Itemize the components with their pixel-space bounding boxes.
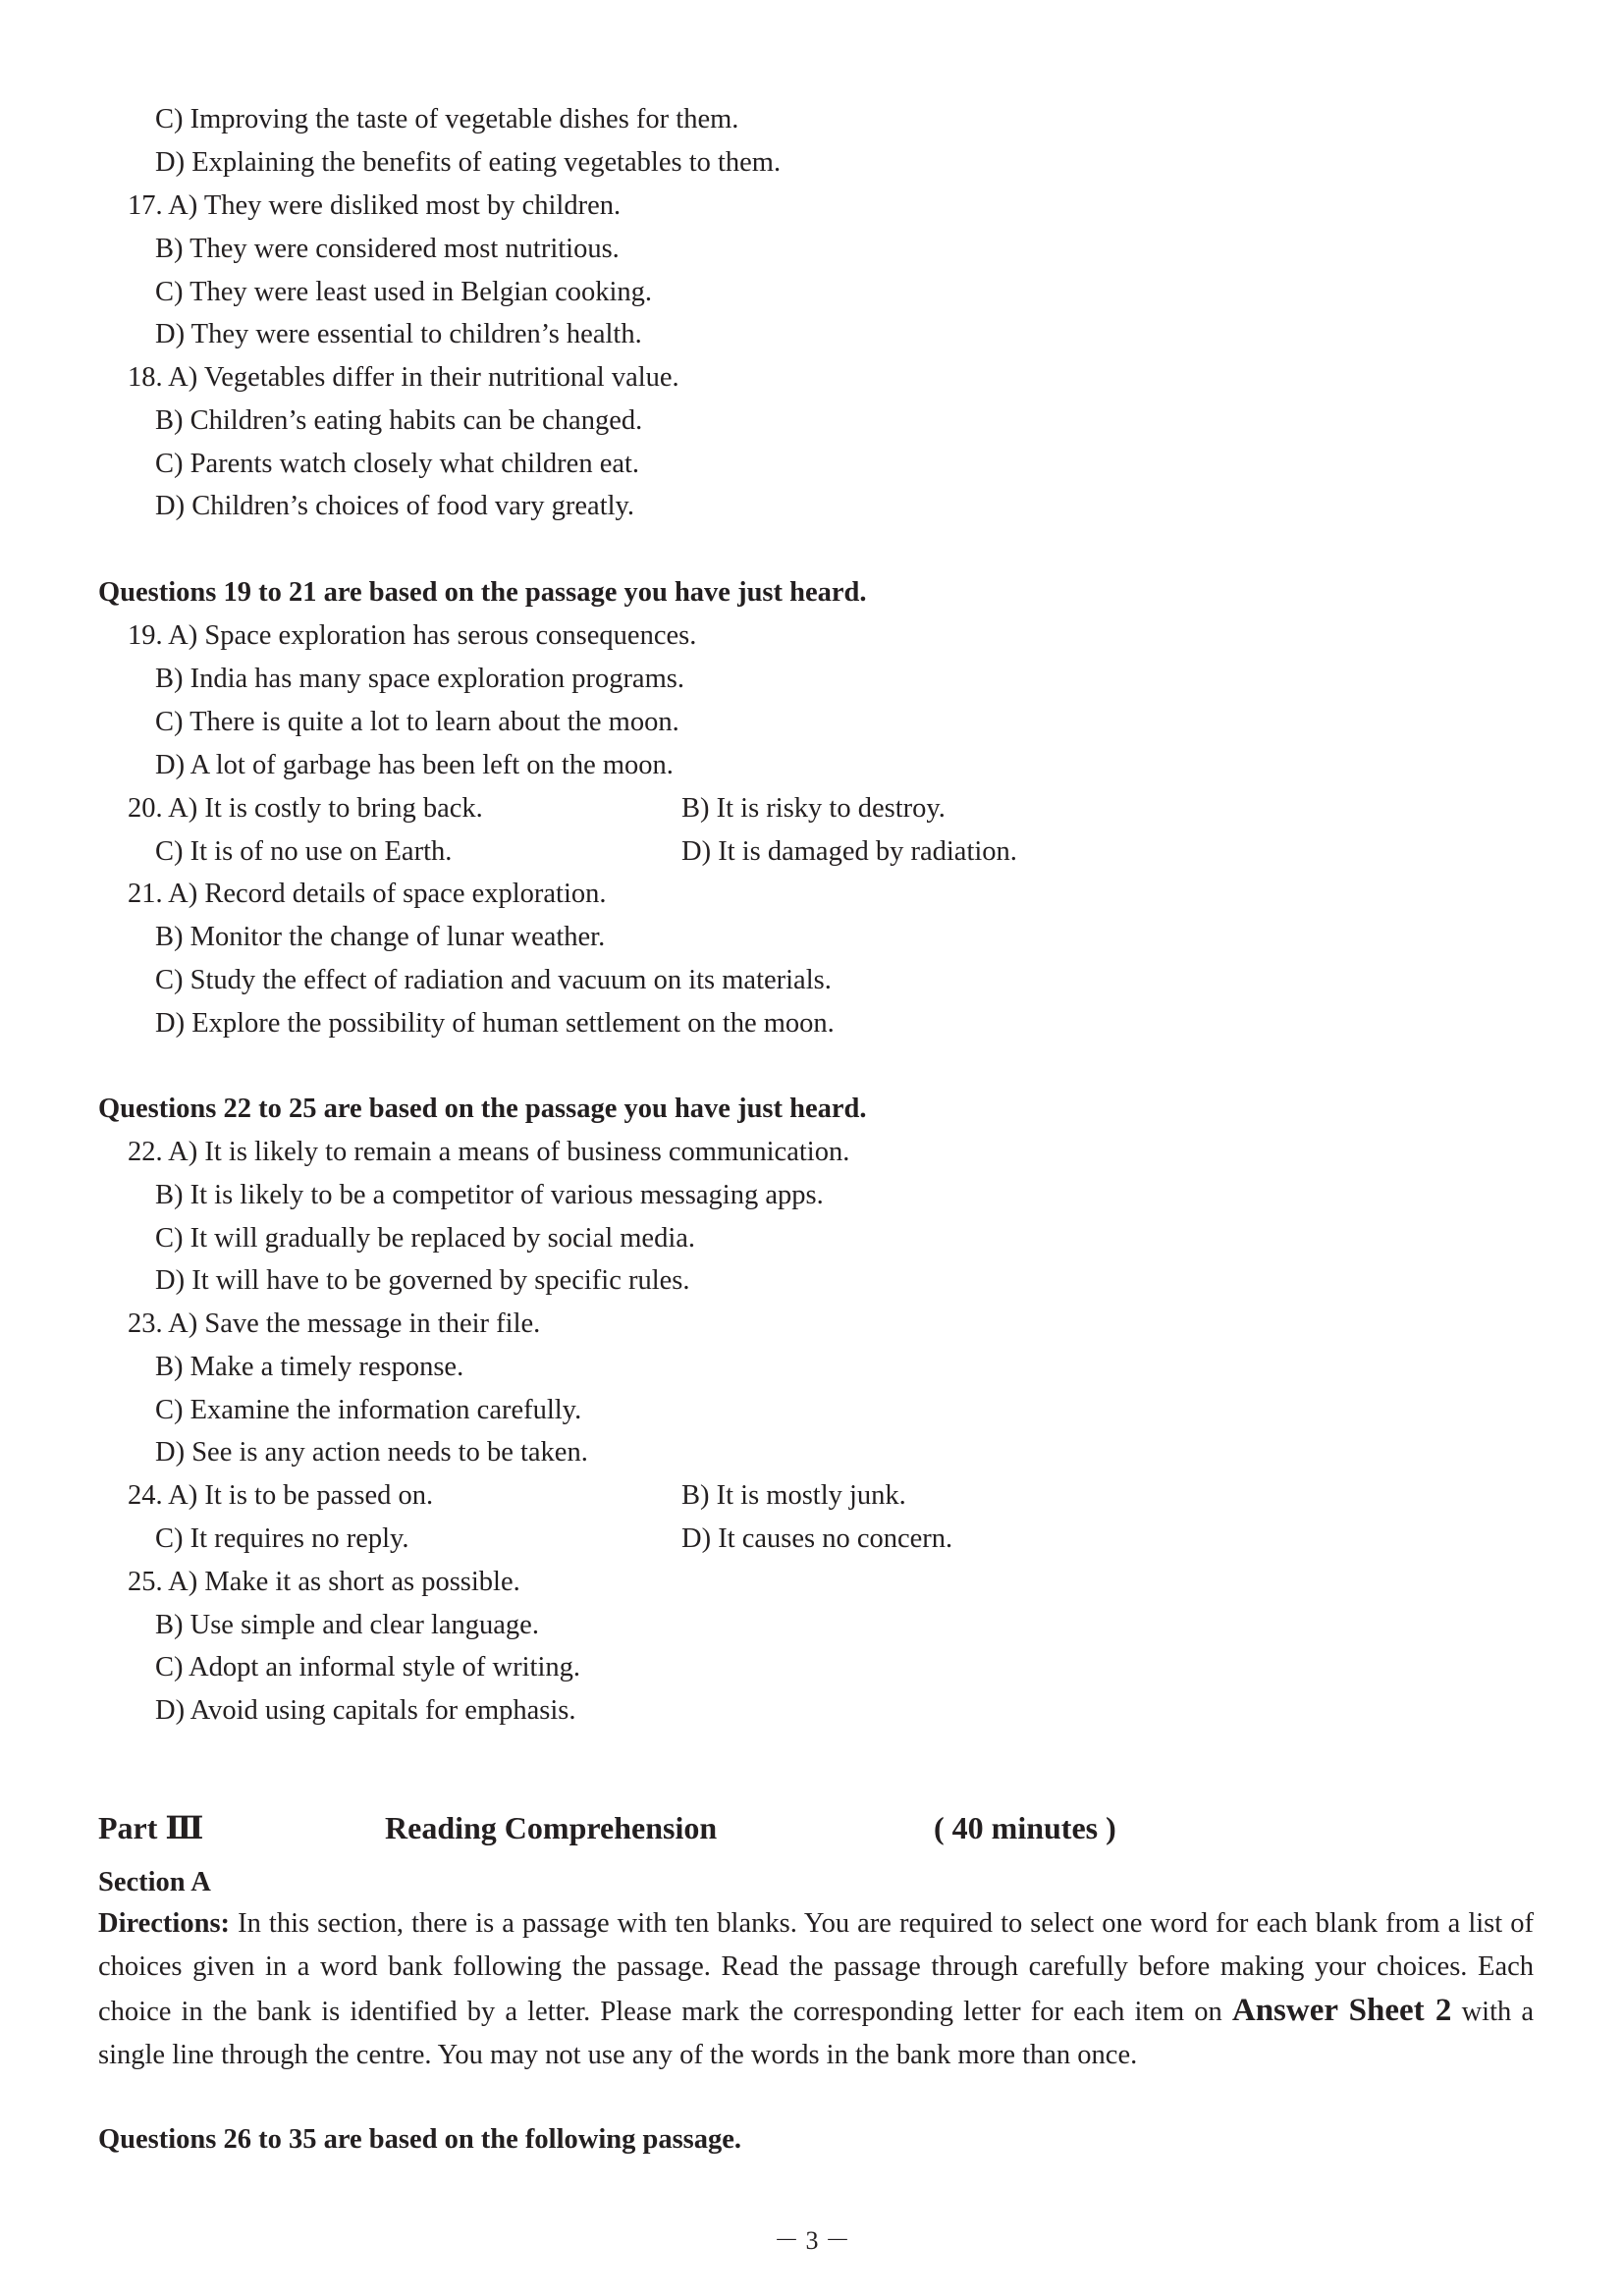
- part-title: Reading Comprehension: [385, 1810, 718, 1845]
- directions-label: Directions:: [98, 1908, 231, 1939]
- section-heading-26-35: Questions 26 to 35 are based on the following passage.: [98, 2124, 742, 2155]
- directions-end: with a single line through the centre. You may not use any of the words in the bank more than once.: [98, 1997, 1535, 2070]
- q16-option-d: D) Explaining the benefits of eating vegetables to them.: [155, 147, 782, 178]
- q21-option-a: 21. A) Record details of space exploration.: [128, 879, 607, 909]
- q24-option-c: C) It requires no reply.: [155, 1523, 409, 1554]
- q25-option-a: 25. A) Make it as short as possible.: [128, 1567, 520, 1597]
- q20-option-c: C) It is of no use on Earth.: [155, 836, 453, 867]
- q23-option-b: B) Make a timely response.: [155, 1352, 464, 1382]
- q25-option-d: D) Avoid using capitals for emphasis.: [155, 1695, 576, 1726]
- q17-option-a: 17. A) They were disliked most by children.: [128, 190, 622, 221]
- q19-option-d: D) A lot of garbage has been left on the moon.: [155, 750, 674, 780]
- section-heading-19-21: Questions 19 to 21 are based on the passage you have just heard.: [98, 577, 867, 608]
- q19-option-c: C) There is quite a lot to learn about the moon.: [155, 707, 679, 737]
- q24-option-b: B) It is mostly junk.: [681, 1480, 906, 1511]
- q22-option-a: 22. A) It is likely to remain a means of business communication.: [128, 1137, 850, 1167]
- section-a-heading: Section A: [98, 1867, 211, 1897]
- q22-option-b: B) It is likely to be a competitor of various messaging apps.: [155, 1180, 824, 1210]
- q19-option-b: B) India has many space exploration programs.: [155, 664, 684, 694]
- q23-option-c: C) Examine the information carefully.: [155, 1395, 582, 1425]
- answer-sheet-label: Answer Sheet 2: [1231, 1993, 1452, 2028]
- q24-option-a: 24. A) It is to be passed on.: [128, 1480, 434, 1511]
- q25-option-b: B) Use simple and clear language.: [155, 1610, 539, 1640]
- q22-option-c: C) It will gradually be replaced by social media.: [155, 1223, 696, 1254]
- q22-option-d: D) It will have to be governed by specific rules.: [155, 1265, 690, 1296]
- q20-option-b: B) It is risky to destroy.: [681, 793, 946, 824]
- q20-option-d: D) It is damaged by radiation.: [681, 836, 1017, 867]
- q18-option-b: B) Children’s eating habits can be changed.: [155, 405, 643, 436]
- directions-paragraph: [98, 1902, 1534, 2077]
- q17-option-b: B) They were considered most nutritious.: [155, 234, 620, 264]
- q17-option-c: C) They were least used in Belgian cooking.: [155, 277, 653, 307]
- q20-option-a: 20. A) It is costly to bring back.: [128, 793, 483, 824]
- directions-text: In this section, there is a passage with ten blanks. You are required to select one word for each blank from a list of choices given in a word bank following the passage. Read the passage through carefully before making your choices. Each choice in the bank is identified by a letter. Please mark the corresponding letter for each item on: [98, 1908, 1534, 2027]
- q24-option-d: D) It causes no concern.: [681, 1523, 953, 1554]
- q21-option-c: C) Study the effect of radiation and vacuum on its materials.: [155, 965, 832, 995]
- q19-option-a: 19. A) Space exploration has serous consequences.: [128, 620, 697, 651]
- section-heading-22-25: Questions 22 to 25 are based on the passage you have just heard.: [98, 1094, 867, 1124]
- q21-option-d: D) Explore the possibility of human settlement on the moon.: [155, 1008, 835, 1039]
- q17-option-d: D) They were essential to children’s health.: [155, 319, 642, 349]
- q16-option-c: C) Improving the taste of vegetable dishes for them.: [155, 104, 739, 134]
- q18-option-c: C) Parents watch closely what children eat.: [155, 449, 640, 479]
- q18-option-a: 18. A) Vegetables differ in their nutritional value.: [128, 362, 679, 393]
- q18-option-d: D) Children’s choices of food vary greatly.: [155, 491, 635, 521]
- part-time: ( 40 minutes ): [934, 1810, 1116, 1845]
- q25-option-c: C) Adopt an informal style of writing.: [155, 1652, 580, 1682]
- part-label: Part Ⅲ: [98, 1810, 204, 1845]
- page-number: － 3 －: [773, 2226, 850, 2255]
- q23-option-d: D) See is any action needs to be taken.: [155, 1437, 588, 1468]
- q21-option-b: B) Monitor the change of lunar weather.: [155, 922, 606, 952]
- q23-option-a: 23. A) Save the message in their file.: [128, 1308, 541, 1339]
